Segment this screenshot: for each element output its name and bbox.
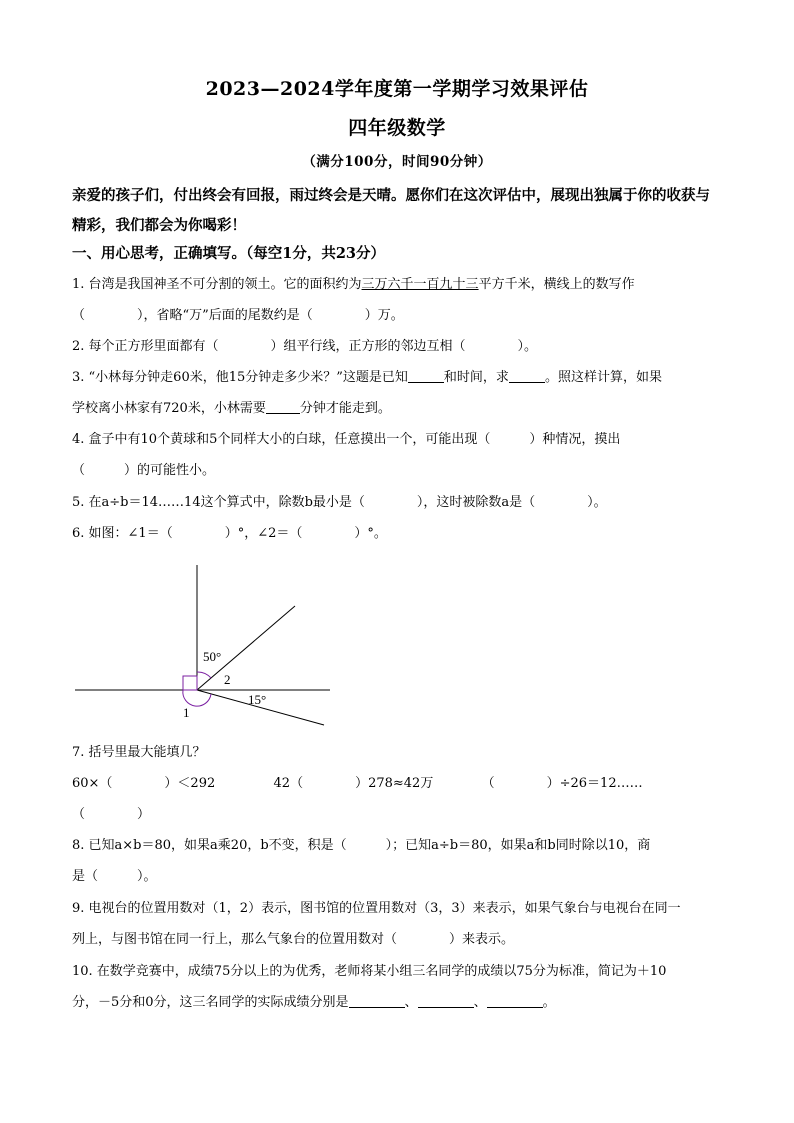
- right-angle-marker: [183, 676, 197, 690]
- q1-text-a: 1. 台湾是我国神圣不可分割的领土。它的面积约为: [72, 277, 362, 292]
- q10-sep-2: 、: [473, 995, 487, 1010]
- q4-text-b: （ ）的可能性小。: [72, 463, 216, 478]
- q7-item-a: 60×（ ）＜292: [72, 776, 216, 791]
- q8-text-a: 8. 已知a×b＝80，如果a乘20，b不变，积是（ ）；已知a÷b＝80，如果a和b同时除以10，商: [72, 838, 651, 853]
- q3-blank-2[interactable]: [509, 368, 545, 383]
- question-1: [72, 269, 724, 331]
- q1-underlined-number: 三万六千一百九十三: [361, 277, 479, 292]
- q3-blank-3[interactable]: [266, 399, 300, 414]
- upper-ray: [197, 606, 295, 690]
- q3-text-a: 3. “小林每分钟走60米，他15分钟走多少米？”这题是已知: [72, 370, 408, 385]
- q3-text-c: 。照这样计算，如果: [544, 370, 662, 385]
- exam-title: 2023—2024学年度第一学期学习效果评估: [205, 78, 589, 100]
- q3-text-d: 学校离小林家有720米，小林需要: [72, 401, 266, 416]
- exam-note: （满分100分，时间90分钟）: [302, 154, 492, 170]
- question-10: [72, 956, 724, 1018]
- q10-end: 。: [542, 995, 556, 1010]
- question-7-items: [72, 768, 724, 799]
- q7-item-d: （ ）: [72, 807, 151, 822]
- label-angle-2: 2: [224, 672, 231, 687]
- q8-text-b: 是（ ）。: [72, 869, 157, 884]
- q10-blank-3[interactable]: [487, 993, 543, 1008]
- label-50-degrees: 50°: [203, 649, 222, 664]
- q9-text-b: 列上，与图书馆在同一行上，那么气象台的位置用数对（ ）来表示。: [72, 932, 515, 947]
- q10-text-a: 10. 在数学竞赛中，成绩75分以上的为优秀，老师将某小组三名同学的成绩以75分为标准，简记为＋10: [72, 964, 667, 979]
- angle-figure: [72, 560, 342, 735]
- q10-sep-1: 、: [404, 995, 418, 1010]
- q1-text-b: 平方千米，横线上的数写作: [478, 277, 635, 292]
- label-15-degrees: 15°: [248, 692, 267, 707]
- question-9: [72, 893, 724, 955]
- q10-text-b: 分，－5分和0分，这三名同学的实际成绩分别是: [72, 995, 349, 1010]
- section-heading: 一、用心思考，正确填写。（每空1分，共23分）: [72, 245, 386, 262]
- q4-text-a: 4. 盒子中有10个黄球和5个同样大小的白球，任意摸出一个，可能出现（ ）种情况，摸出: [72, 432, 621, 447]
- question-8: [72, 830, 724, 892]
- q10-blank-1[interactable]: [349, 993, 405, 1008]
- question-3: [72, 362, 724, 424]
- question-7: 7. 括号里最大能填几？: [72, 745, 206, 760]
- angle-2-arc: [197, 672, 211, 678]
- exam-subject: 四年级数学: [348, 117, 446, 139]
- label-angle-1: 1: [183, 705, 190, 720]
- q3-blank-1[interactable]: [408, 368, 444, 383]
- question-2: 2. 每个正方形里面都有（ ）组平行线，正方形的邻边互相（ ）。: [72, 339, 538, 354]
- question-5: 5. 在a÷b＝14……14这个算式中，除数b最小是（ ），这时被除数a是（ ）。: [72, 495, 607, 510]
- question-4: [72, 424, 724, 486]
- q9-text-a: 9. 电视台的位置用数对（1，2）表示，图书馆的位置用数对（3，3）来表示，如果气象台与电视台在同一: [72, 901, 681, 916]
- q3-text-b: 和时间，求: [443, 370, 509, 385]
- question-6: 6. 如图：∠1＝（ ）°，∠2＝（ ）°。: [72, 526, 387, 541]
- q7-item-c: （ ）÷26＝12……: [481, 776, 643, 791]
- q3-text-e: 分钟才能走到。: [299, 401, 391, 416]
- q10-blank-2[interactable]: [418, 993, 474, 1008]
- q7-item-b: 42（ ）278≈42万: [273, 776, 434, 791]
- q1-text-c: （ ），省略“万”后面的尾数约是（ ）万。: [72, 308, 404, 323]
- intro-text: 亲爱的孩子们，付出终会有回报，雨过终会是天晴。愿你们在这次评估中，展现出独属于你的收获与精彩，我们都会为你喝彩！: [72, 187, 710, 234]
